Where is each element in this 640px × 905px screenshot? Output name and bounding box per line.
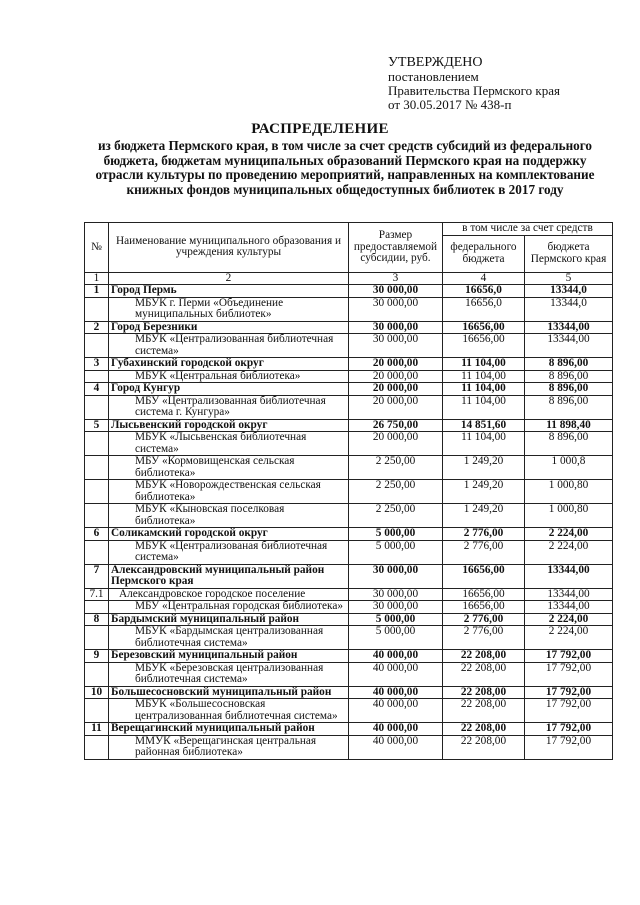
cell-regional: 2 224,00	[525, 613, 613, 626]
cell-regional: 17 792,00	[525, 650, 613, 663]
cell-regional: 17 792,00	[525, 686, 613, 699]
cell-subsidy: 20 000,00	[349, 383, 443, 396]
cell-federal: 22 208,00	[443, 723, 525, 736]
colnum: 5	[525, 272, 613, 285]
cell-number	[85, 601, 109, 614]
column-numbers-row	[85, 272, 613, 285]
cell-regional: 17 792,00	[525, 735, 613, 759]
header-including: в том числе за счет средств	[443, 223, 613, 236]
table-row-municipality	[85, 564, 613, 588]
header-no: №	[85, 223, 109, 273]
table-row-institution	[85, 395, 613, 419]
cell-federal: 1 249,20	[443, 480, 525, 504]
cell-federal: 11 104,00	[443, 432, 525, 456]
cell-subsidy: 2 250,00	[349, 480, 443, 504]
cell-number	[85, 370, 109, 383]
header-regional: бюджета Пермского края	[525, 235, 613, 272]
cell-subsidy: 30 000,00	[349, 588, 443, 601]
table-row-institution	[85, 588, 613, 601]
cell-subsidy: 20 000,00	[349, 358, 443, 371]
cell-federal: 16656,00	[443, 321, 525, 334]
cell-regional: 8 896,00	[525, 432, 613, 456]
cell-name: МБУК «Централизованая библиотечная система»	[109, 540, 349, 564]
cell-number	[85, 334, 109, 358]
cell-number: 9	[85, 650, 109, 663]
colnum: 3	[349, 272, 443, 285]
cell-regional: 1 000,8	[525, 456, 613, 480]
cell-regional: 8 896,00	[525, 395, 613, 419]
cell-federal: 22 208,00	[443, 699, 525, 723]
cell-name: МБУК «Новорождественская сельская библиотека»	[109, 480, 349, 504]
cell-federal: 2 776,00	[443, 528, 525, 541]
approval-line-3: от 30.05.2017 № 438-п	[388, 97, 512, 112]
cell-federal: 16656,0	[443, 297, 525, 321]
cell-number	[85, 504, 109, 528]
cell-subsidy: 40 000,00	[349, 699, 443, 723]
table-row-institution	[85, 370, 613, 383]
table-row-institution	[85, 334, 613, 358]
cell-regional: 13344,00	[525, 564, 613, 588]
cell-name: Верещагинский муниципальный район	[109, 723, 349, 736]
cell-federal: 11 104,00	[443, 370, 525, 383]
cell-federal: 1 249,20	[443, 456, 525, 480]
table-row-institution	[85, 432, 613, 456]
table-row-institution	[85, 297, 613, 321]
cell-subsidy: 30 000,00	[349, 564, 443, 588]
cell-regional: 17 792,00	[525, 662, 613, 686]
table-row-municipality	[85, 650, 613, 663]
cell-federal: 16656,0	[443, 285, 525, 298]
cell-number: 5	[85, 419, 109, 432]
cell-subsidy: 20 000,00	[349, 432, 443, 456]
table-row-municipality	[85, 419, 613, 432]
cell-number	[85, 626, 109, 650]
cell-subsidy: 2 250,00	[349, 456, 443, 480]
cell-number: 7.1	[85, 588, 109, 601]
cell-name: МБУК «Большесосновская централизованная библиотечная система»	[109, 699, 349, 723]
cell-regional: 2 224,00	[525, 528, 613, 541]
table-row-institution	[85, 626, 613, 650]
cell-federal: 2 776,00	[443, 540, 525, 564]
cell-federal: 22 208,00	[443, 686, 525, 699]
header-subsidy: Размер предоставляемой субсидии, руб.	[349, 223, 443, 273]
cell-name: Лысьвенский городской округ	[109, 419, 349, 432]
approval-line-1: постановлением	[388, 69, 479, 84]
table-row-municipality	[85, 613, 613, 626]
distribution-table	[84, 222, 613, 760]
cell-regional: 2 224,00	[525, 626, 613, 650]
table-row-municipality	[85, 358, 613, 371]
cell-name: МБУ «Кормовищенская сельская библиотека»	[109, 456, 349, 480]
cell-subsidy: 40 000,00	[349, 650, 443, 663]
cell-name: МБУ «Централизованная библиотечная система г. Кунгура»	[109, 395, 349, 419]
cell-number	[85, 735, 109, 759]
cell-federal: 16656,00	[443, 334, 525, 358]
cell-federal: 11 104,00	[443, 395, 525, 419]
cell-number: 4	[85, 383, 109, 396]
cell-subsidy: 5 000,00	[349, 540, 443, 564]
cell-name: Губахинский городской округ	[109, 358, 349, 371]
cell-name: МБУК «Кыновская поселковая библиотека»	[109, 504, 349, 528]
cell-regional: 1 000,80	[525, 480, 613, 504]
cell-federal: 22 208,00	[443, 735, 525, 759]
cell-federal: 11 104,00	[443, 358, 525, 371]
cell-subsidy: 30 000,00	[349, 297, 443, 321]
approval-line-2: Правительства Пермского края	[388, 83, 560, 98]
approval-stamp	[388, 56, 560, 112]
cell-federal: 14 851,60	[443, 419, 525, 432]
cell-subsidy: 26 750,00	[349, 419, 443, 432]
cell-federal: 16656,00	[443, 588, 525, 601]
cell-subsidy: 30 000,00	[349, 285, 443, 298]
document-title: РАСПРЕДЕЛЕНИЕ	[251, 121, 389, 137]
cell-federal: 16656,00	[443, 564, 525, 588]
approval-heading: УТВЕРЖДЕНО	[388, 55, 483, 70]
cell-subsidy: 20 000,00	[349, 370, 443, 383]
cell-subsidy: 20 000,00	[349, 395, 443, 419]
cell-regional: 13344,0	[525, 285, 613, 298]
cell-subsidy: 30 000,00	[349, 321, 443, 334]
cell-name: Город Пермь	[109, 285, 349, 298]
colnum: 2	[109, 272, 349, 285]
cell-subsidy: 40 000,00	[349, 735, 443, 759]
cell-number	[85, 432, 109, 456]
header-name: Наименование муниципального образования и учреждения культуры	[109, 223, 349, 273]
cell-subsidy: 5 000,00	[349, 528, 443, 541]
cell-subsidy: 40 000,00	[349, 723, 443, 736]
cell-name: МБУК «Лысьвенская библиотечная система»	[109, 432, 349, 456]
table-row-institution	[85, 480, 613, 504]
cell-number: 11	[85, 723, 109, 736]
cell-number: 1	[85, 285, 109, 298]
cell-number: 7	[85, 564, 109, 588]
table-row-municipality	[85, 686, 613, 699]
cell-federal: 22 208,00	[443, 662, 525, 686]
table-row-institution	[85, 735, 613, 759]
table-row-municipality	[85, 383, 613, 396]
cell-regional: 17 792,00	[525, 723, 613, 736]
cell-name: Александровский муниципальный район Пермского края	[109, 564, 349, 588]
cell-federal: 11 104,00	[443, 383, 525, 396]
cell-name: МБУК «Бардымская централизованная библиотечная система»	[109, 626, 349, 650]
cell-regional: 2 224,00	[525, 540, 613, 564]
cell-name: Большесосновский муниципальный район	[109, 686, 349, 699]
table-row-municipality	[85, 528, 613, 541]
cell-name: Город Березники	[109, 321, 349, 334]
cell-subsidy: 5 000,00	[349, 626, 443, 650]
cell-number: 10	[85, 686, 109, 699]
table-row-institution	[85, 504, 613, 528]
cell-number: 6	[85, 528, 109, 541]
cell-number	[85, 699, 109, 723]
table-row-institution	[85, 456, 613, 480]
cell-name: Березовский муниципальный район	[109, 650, 349, 663]
cell-name: МБУК «Центральная библиотека»	[109, 370, 349, 383]
cell-name: Город Кунгур	[109, 383, 349, 396]
cell-regional: 11 898,40	[525, 419, 613, 432]
cell-name: Бардымский муниципальный район	[109, 613, 349, 626]
cell-subsidy: 5 000,00	[349, 613, 443, 626]
cell-regional: 8 896,00	[525, 383, 613, 396]
cell-subsidy: 40 000,00	[349, 686, 443, 699]
cell-federal: 22 208,00	[443, 650, 525, 663]
cell-name: МБУ «Центральная городская библиотека»	[109, 601, 349, 614]
cell-regional: 8 896,00	[525, 358, 613, 371]
cell-subsidy: 40 000,00	[349, 662, 443, 686]
colnum: 4	[443, 272, 525, 285]
cell-name: МБУК «Централизованная библиотечная система»	[109, 334, 349, 358]
cell-federal: 2 776,00	[443, 613, 525, 626]
table-row-institution	[85, 540, 613, 564]
table-row-institution	[85, 662, 613, 686]
header-federal: федерального бюджета	[443, 235, 525, 272]
cell-subsidy: 2 250,00	[349, 504, 443, 528]
cell-regional: 17 792,00	[525, 699, 613, 723]
header-row-1	[85, 223, 613, 236]
cell-regional: 1 000,80	[525, 504, 613, 528]
cell-name: Соликамский городской округ	[109, 528, 349, 541]
cell-regional: 13344,00	[525, 601, 613, 614]
colnum: 1	[85, 272, 109, 285]
cell-subsidy: 30 000,00	[349, 601, 443, 614]
table-row-municipality	[85, 285, 613, 298]
cell-name: ММУК «Верещагинская центральная районная библиотека»	[109, 735, 349, 759]
cell-number	[85, 456, 109, 480]
cell-federal: 1 249,20	[443, 504, 525, 528]
cell-number	[85, 662, 109, 686]
cell-name: МБУК «Березовская централизованная библиотечная система»	[109, 662, 349, 686]
table-row-municipality	[85, 723, 613, 736]
cell-number	[85, 297, 109, 321]
cell-regional: 13344,00	[525, 321, 613, 334]
cell-number	[85, 395, 109, 419]
cell-regional: 8 896,00	[525, 370, 613, 383]
table-row-municipality	[85, 321, 613, 334]
cell-regional: 13344,0	[525, 297, 613, 321]
cell-federal: 2 776,00	[443, 626, 525, 650]
cell-number: 3	[85, 358, 109, 371]
cell-number: 2	[85, 321, 109, 334]
cell-number	[85, 540, 109, 564]
cell-number: 8	[85, 613, 109, 626]
cell-federal: 16656,00	[443, 601, 525, 614]
cell-regional: 13344,00	[525, 588, 613, 601]
cell-number	[85, 480, 109, 504]
cell-regional: 13344,00	[525, 334, 613, 358]
document-subtitle: из бюджета Пермского края, в том числе за счет средств субсидий из федерального бюджета, бюджетам муниципальных образований Пермского края на поддержку отрасли культуры по проведению мероприятий, направленных на комплектование книжных фондов муниципальных общедоступных библиотек в 2017 году	[95, 138, 595, 197]
cell-name: Александровское городское поселение	[109, 588, 349, 601]
cell-name: МБУК г. Перми «Объединение муниципальных библиотек»	[109, 297, 349, 321]
table-row-institution	[85, 601, 613, 614]
table-row-institution	[85, 699, 613, 723]
cell-subsidy: 30 000,00	[349, 334, 443, 358]
